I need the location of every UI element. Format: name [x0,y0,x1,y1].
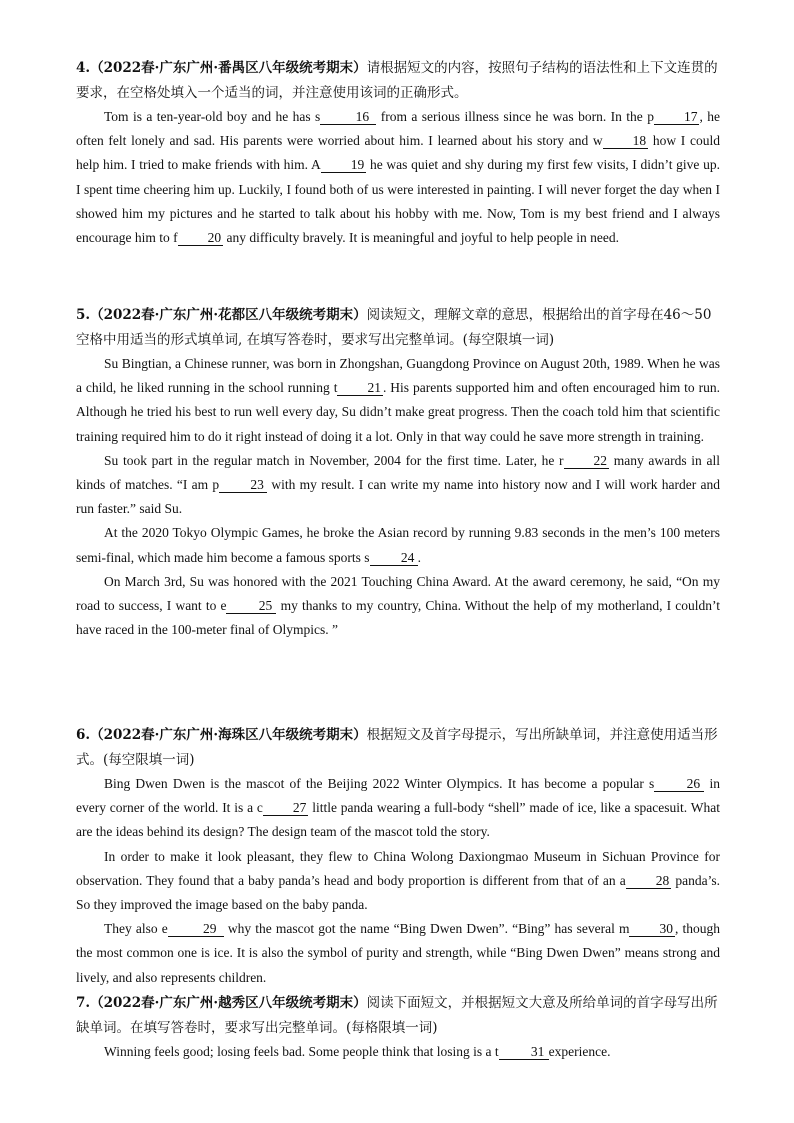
answer-blank-20[interactable]: 20 [178,231,224,246]
passage-paragraph: They also e 29 why the mascot got the name “Bing Dwen Dwen”. “Bing” has several m 30 , though the most common one is ice. It is also the symbol of purity and strength, while “Bing Dwen Dwen” means strong and lively, and also represents children. [76,921,720,985]
passage-paragraph: Su took part in the regular match in November, 2004 for the first time. Later, he r 22 many awards in all kinds of matches. “I am p 23 with my result. I can write my name into history now and I will work harder and run faster.” said Su. [76,452,720,517]
question-number-source: 7.（2022春·广东广州·越秀区八年级统考期末） [76,995,367,1011]
answer-blank-27[interactable]: 27 [263,801,309,816]
question-number-source: 6.（2022春·广东广州·海珠区八年级统考期末） [76,727,367,743]
question-5 [76,303,720,642]
passage-paragraph: Tom is a ten-year-old boy and he has s 16 from a serious illness since he was born. In the p 17 , he often felt lonely and sad. His parents were worried about him. I learned about his story and w 18 how I could help him. I tried to make friends with him. A 19 he was quiet and shy during my first few visits, I didn’t give up. I spent time cheering him up. Luckily, I found both of us were interested in painting. I will never forget the day when I showed him my pictures and he started to talk about his hobby with me. Now, Tom is my best friend and I always encourage him to f 20 any difficulty bravely. It is meaningful and joyful to help people in need. [76,109,720,246]
answer-blank-31[interactable]: 31 [499,1045,549,1060]
question-heading [76,991,720,1040]
answer-blank-19[interactable]: 19 [321,158,367,173]
answer-blank-23[interactable]: 23 [219,478,267,493]
passage-paragraph: Bing Dwen Dwen is the mascot of the Beijing 2022 Winter Olympics. It has become a popular s 26 in every corner of the world. It is a c 27 little panda wearing a full-body “shell” made of ice, like a spacesuit. What are the ideas behind its design? The design team of the mascot told the story. [76,776,720,840]
answer-blank-21[interactable]: 21 [337,381,383,396]
passage-paragraph: Su Bingtian, a Chinese runner, was born in Zhongshan, Guangdong Province on August 20th, 1989. When he was a child, he liked running in the school running t 21 . His parents supported him and often encouraged him to run. Although he tried his best to run well every day, Su didn’t make great progress. Then the coach told him that scientific training required him to do it right instead of doing it a lot. Only in that way could he save more strength in training. [76,356,720,444]
question-instruction: 请根据短文的内容，按照句子结构的语法性和上下文连贯的要求，在空格处填入一个适当的词，并注意使用该词的正确形式。 [76,60,718,101]
answer-blank-18[interactable]: 18 [603,134,649,149]
question-instruction: 阅读下面短文，并根据短文大意及所给单词的首字母写出所缺单词。在填写答卷时，要求写出完整单词。(每格限填一词) [76,995,718,1036]
question-number-source: 4.（2022春·广东广州·番禺区八年级统考期末） [76,60,367,76]
question-4 [76,56,720,250]
answer-blank-16[interactable]: 16 [320,110,376,125]
answer-blank-25[interactable]: 25 [226,599,276,614]
answer-blank-17[interactable]: 17 [654,110,700,125]
passage-paragraph: In order to make it look pleasant, they flew to China Wolong Daxiongmao Museum in Sichuan Province for observation. They found that a baby panda’s head and body proportion is different from that of an a 28 panda’s. So they improved the image based on the baby panda. [76,848,720,913]
question-number-source: 5.（2022春·广东广州·花都区八年级统考期末） [76,307,367,323]
answer-blank-26[interactable]: 26 [654,777,704,792]
question-6 [76,723,720,990]
question-instruction: 阅读短文，理解文章的意思，根据给出的首字母在46～50空格中用适当的形式填单词, 在填写答卷时，要求写出完整单词。(每空限填一词) [76,307,712,348]
question-heading [76,56,720,105]
question-heading [76,303,720,352]
question-7 [76,991,720,1064]
question-instruction: 根据短文及首字母提示，写出所缺单词，并注意使用适当形式。(每空限填一词) [76,727,718,768]
passage-paragraph: At the 2020 Tokyo Olympic Games, he broke the Asian record by running 9.83 seconds in the men’s 100 meters semi-final, which made him become a famous sports s 24 . [76,525,720,565]
answer-blank-28[interactable]: 28 [626,874,672,889]
passage-paragraph: On March 3rd, Su was honored with the 2021 Touching China Award. At the award ceremony, he said, “On my road to success, I want to e 25 my thanks to my country, China. Without the help of my motherland, I couldn’t have raced in the 100-meter final of Olympics. ” [76,573,720,638]
answer-blank-30[interactable]: 30 [629,922,675,937]
answer-blank-22[interactable]: 22 [564,454,610,469]
question-heading [76,723,720,772]
answer-blank-24[interactable]: 24 [370,551,418,566]
answer-blank-29[interactable]: 29 [168,922,224,937]
passage-paragraph: Winning feels good; losing feels bad. Some people think that losing is a t 31 experience. [104,1044,611,1059]
